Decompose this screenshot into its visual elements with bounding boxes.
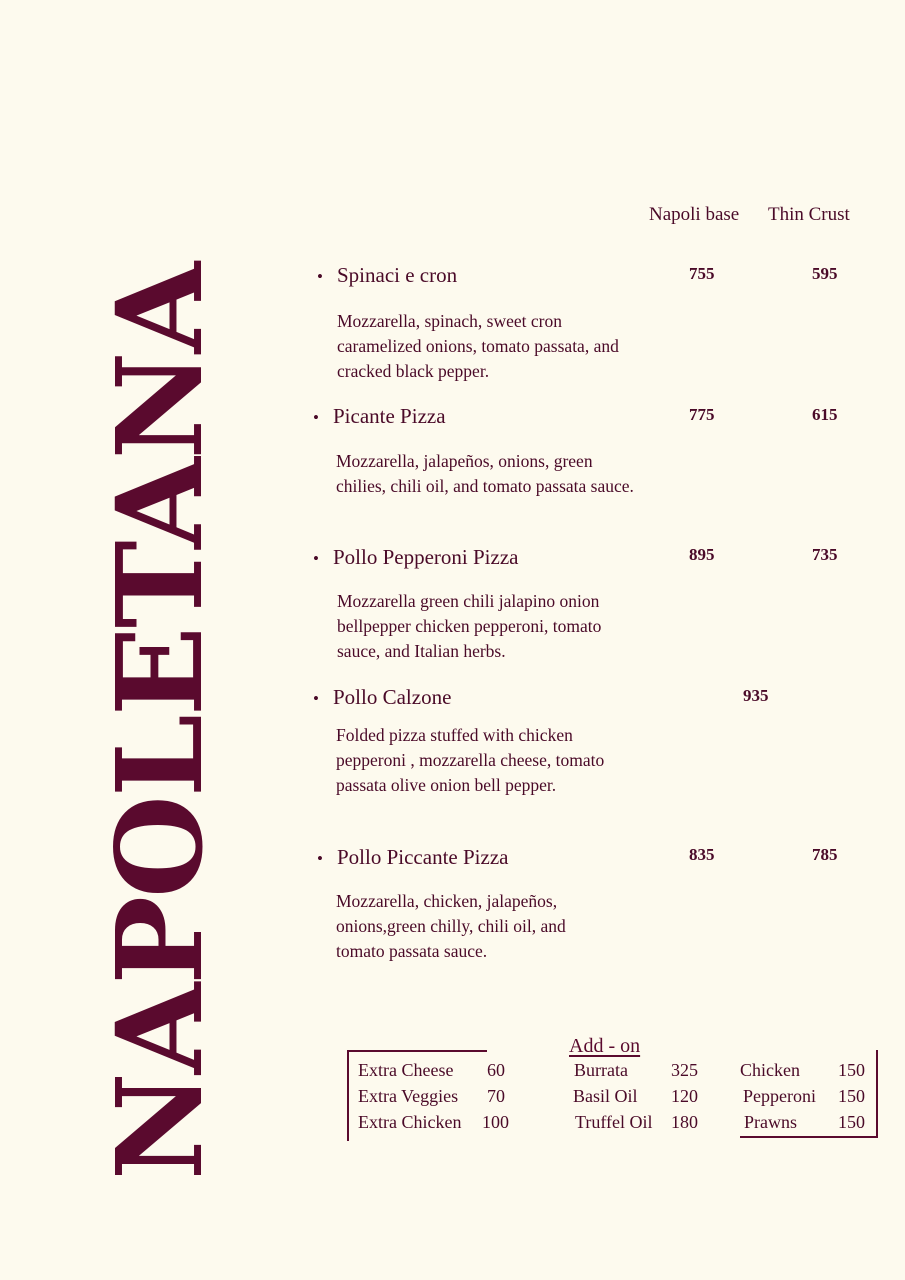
item-description: Folded pizza stuffed with chicken pepperoni , mozzarella cheese, tomato passata olive onion bell pepper. — [336, 725, 605, 795]
addon-name: Burrata — [574, 1060, 628, 1080]
item-name-spinaci: • Spinaci e cron — [317, 263, 457, 288]
addon-name: Chicken — [740, 1060, 800, 1080]
item-description: Mozzarella, chicken, jalapeños, onions,green chilly, chili oil, and tomato passata sauce. — [336, 891, 566, 961]
item-price: 935 — [743, 686, 769, 705]
addon-name: Prawns — [744, 1112, 797, 1132]
item-price-thin: 595 — [812, 264, 838, 283]
item-description: Mozzarella green chili jalapino onion bellpepper chicken pepperoni, tomato sauce, and Italian herbs. — [337, 591, 602, 661]
item-name-picante: • Picante Pizza — [313, 404, 446, 429]
addon-price: 60 — [487, 1060, 505, 1080]
addon-price: 70 — [487, 1086, 505, 1106]
addon-title: Add - on — [569, 1035, 641, 1057]
item-name-pollo-piccante: • Pollo Piccante Pizza — [317, 845, 508, 870]
addon-name: Extra Cheese — [358, 1060, 454, 1080]
column-header-thin-crust: Thin Crust — [768, 204, 850, 225]
addon-price: 150 — [838, 1060, 865, 1080]
item-description: Mozzarella, jalapeños, onions, green chilies, chili oil, and tomato passata sauce. — [336, 451, 634, 496]
item-name-pollo-calzone: • Pollo Calzone — [313, 685, 451, 710]
column-header-napoli-base: Napoli base — [649, 204, 740, 225]
item-price-thin: 615 — [812, 405, 838, 424]
addon-price: 100 — [482, 1112, 509, 1132]
addon-price: 120 — [671, 1086, 698, 1106]
menu-title: NAPOLETANA — [90, 263, 229, 1181]
addon-name: Extra Chicken — [358, 1112, 462, 1132]
item-description: Mozzarella, spinach, sweet cron caramelized onions, tomato passata, and cracked black pepper. — [337, 311, 619, 381]
item-price-thin: 785 — [812, 845, 838, 864]
item-price-napoli: 895 — [689, 545, 715, 564]
addon-name: Truffel Oil — [575, 1112, 653, 1132]
addon-name: Extra Veggies — [358, 1086, 459, 1106]
addon-price: 150 — [838, 1086, 865, 1106]
item-name-pollo-pepperoni: • Pollo Pepperoni Pizza — [313, 545, 518, 570]
item-price-napoli: 775 — [689, 405, 715, 424]
addon-name: Basil Oil — [573, 1086, 638, 1106]
item-price-napoli: 835 — [689, 845, 715, 864]
addon-price: 325 — [671, 1060, 698, 1080]
addon-price: 180 — [671, 1112, 698, 1132]
addon-name: Pepperoni — [743, 1086, 816, 1106]
item-price-napoli: 755 — [689, 264, 715, 283]
item-price-thin: 735 — [812, 545, 838, 564]
addon-price: 150 — [838, 1112, 865, 1132]
